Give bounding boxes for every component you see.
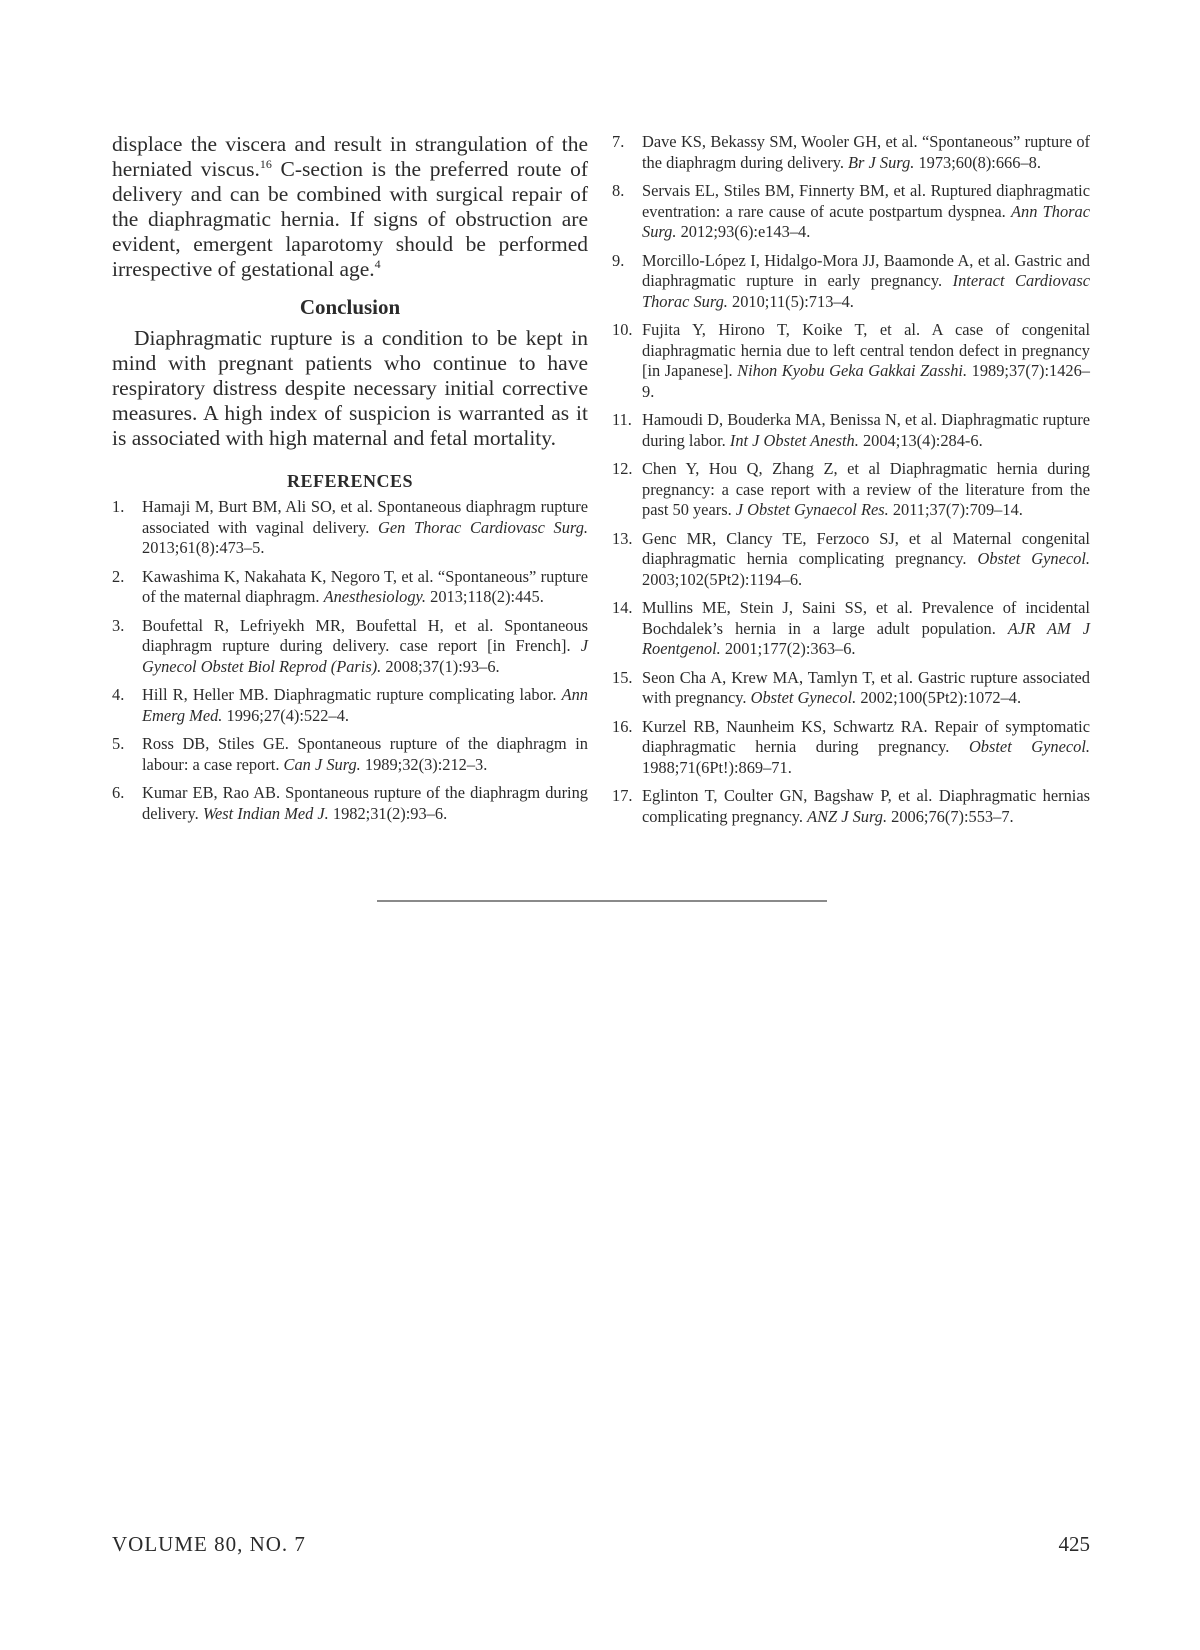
reference-item [112,616,588,678]
reference-citation: 2013;118(2):445. [426,587,544,606]
reference-number: 15. [612,667,633,687]
conclusion-heading: Conclusion [299,295,401,319]
reference-authors-title: Seon Cha A, Krew MA, Tamlyn T, et al. Gastric rupture associated with pregnancy. [642,667,1090,707]
reference-citation: 2002;100(5Pt2):1072–4. [856,688,1022,707]
reference-journal: West Indian Med J. [202,803,329,823]
reference-body [142,567,588,607]
reference-citation: 2010;11(5):713–4. [727,291,854,311]
reference-citation: 2012;93(6):e143–4. [676,222,811,241]
reference-citation: 1982;31(2):93–6. [328,803,448,823]
reference-body [642,786,1090,826]
reference-body [142,783,588,823]
citation-superscript: 4 [374,256,381,271]
reference-authors-title: Chen Y, Hou Q, Zhang Z, et al Diaphragmatic hernia during pregnancy: a case report with a review of the literature from the past 50 years. [642,459,1090,519]
reference-journal: Obstet Gynecol. [977,549,1090,568]
reference-journal: Br J Surg. [848,152,915,172]
reference-journal: Nihon Kyobu Geka Gakkai Zasshi. [737,361,968,380]
reference-citation: 1996;27(4):522–4. [222,705,349,725]
reference-number: 6. [112,783,125,802]
reference-item [612,320,1090,402]
intro-text-part2: C-section is the preferred route of delivery and can be combined with surgical repair of the diaphragmatic hernia. If signs of obstruction are evident, emergent laparotomy should be performed irrespective of gestational age. [112,157,588,281]
intro-paragraph [112,132,588,282]
reference-number: 8. [612,181,625,200]
reference-number: 14. [612,598,633,617]
reference-number: 11. [612,410,632,429]
reference-citation: 2013;61(8):473–5. [142,538,265,557]
right-column [612,132,1090,835]
reference-list-left [112,497,588,824]
reference-body [642,410,1090,450]
reference-journal: Interact Cardiovasc Thorac Surg. [642,271,1091,311]
reference-item [612,717,1090,779]
volume-label: VOLUME 80, NO. 7 [112,1532,306,1556]
reference-number: 1. [112,497,125,516]
reference-citation: 2004;13(4):284-6. [858,430,983,450]
reference-item [112,734,588,775]
section-divider [377,900,827,902]
reference-body [642,459,1090,519]
reference-authors-title: Mullins ME, Stein J, Saini SS, et al. Prevalence of incidental Bochdalek’s hernia in a large adult population. [642,598,1090,638]
reference-authors-title: Genc MR, Clancy TE, Ferzoco SJ, et al Maternal congenital diaphragmatic hernia complicating pregnancy. [642,528,1090,568]
reference-item [612,668,1090,709]
conclusion-paragraph: Diaphragmatic rupture is a condition to be kept in mind with pregnant patients who continue to have respiratory distress despite necessary initial corrective measures. A high index of suspicion is warranted as it is associated with high maternal and fetal mortality. [112,326,588,450]
reference-citation: 2008;37(1):93–6. [381,656,500,676]
reference-item [612,598,1090,660]
reference-item [612,251,1090,313]
reference-citation: 1989;37(7):1426–9. [642,361,1091,401]
reference-journal: J Obstet Gynaecol Res. [735,500,889,519]
reference-item [112,685,588,726]
reference-item [612,132,1090,173]
reference-number: 5. [112,734,125,753]
reference-authors-title: Dave KS, Bekassy SM, Wooler GH, et al. “Spontaneous” rupture of the diaphragm during delivery. [642,132,1090,172]
reference-body [142,616,588,676]
reference-citation: 1973;60(8):666–8. [914,152,1041,172]
reference-authors-title: Kurzel RB, Naunheim KS, Schwartz RA. Repair of symptomatic diaphragmatic hernia during pregnancy. [642,716,1090,756]
reference-authors-title: Hamaji M, Burt BM, Ali SO, et al. Spontaneous diaphragm rupture associated with vaginal delivery. [142,497,588,537]
reference-body [642,668,1090,708]
reference-body [142,685,588,725]
reference-number: 7. [612,132,625,151]
reference-item [612,181,1090,243]
reference-number: 4. [112,685,125,704]
reference-item [612,786,1090,827]
citation-superscript: 16 [259,156,272,171]
reference-journal: AJR AM J Roentgenol. [642,618,1091,658]
reference-body [642,132,1090,172]
reference-number: 3. [112,615,125,635]
reference-citation: 2011;37(7):709–14. [888,500,1023,519]
reference-authors-title: Kumar EB, Rao AB. Spontaneous rupture of the diaphragm during delivery. [142,783,588,823]
reference-item [612,410,1090,451]
reference-authors-title: Fujita Y, Hirono T, Koike T, et al. A case of congenital diaphragmatic hernia due to left central tendon defect in pregnancy [in Japanese]. [642,320,1090,380]
reference-body [142,734,588,774]
reference-number: 17. [612,786,633,805]
reference-journal: J Gynecol Obstet Biol Reprod (Paris). [142,636,588,676]
reference-authors-title: Boufettal R, Lefriyekh MR, Boufettal H, et al. Spontaneous diaphragm rupture during delivery. case report [in French]. [142,615,588,655]
reference-authors-title: Kawashima K, Nakahata K, Negoro T, et al. “Spontaneous” rupture of the maternal diaphragm. [142,566,588,606]
reference-authors-title: Eglinton T, Coulter GN, Bagshaw P, et al. Diaphragmatic hernias complicating pregnancy. [642,786,1090,826]
reference-journal: Gen Thorac Cardiovasc Surg. [378,517,588,537]
reference-journal: Ann Emerg Med. [142,685,588,725]
reference-authors-title: Hill R, Heller MB. Diaphragmatic rupture complicating labor. [142,685,562,704]
reference-journal: Obstet Gynecol. [750,688,857,707]
reference-authors-title: Servais EL, Stiles BM, Finnerty BM, et al. Ruptured diaphragmatic eventration: a rare cause of acute postpartum dyspnea. [642,181,1090,221]
left-column [112,132,588,832]
reference-authors-title: Hamoudi D, Bouderka MA, Benissa N, et al. Diaphragmatic rupture during labor. [642,410,1090,450]
reference-journal: Ann Thorac Surg. [642,201,1090,241]
reference-citation: 2003;102(5Pt2):1194–6. [642,569,803,589]
reference-citation: 2001;177(2):363–6. [720,639,856,658]
reference-authors-title: Morcillo-López I, Hidalgo-Mora JJ, Baamonde A, et al. Gastric and diaphragmatic rupture in early pregnancy. [642,250,1090,290]
reference-number: 12. [612,459,633,478]
page-number: 425 [1058,1532,1090,1556]
reference-list-right [612,132,1090,827]
reference-body [642,181,1090,241]
reference-body [642,717,1090,777]
references-heading: REFERENCES [286,471,414,491]
reference-number: 16. [612,716,633,736]
reference-number: 2. [112,566,125,586]
reference-item [112,497,588,559]
reference-journal: Can J Surg. [283,754,361,774]
reference-item [112,783,588,824]
reference-journal: Int J Obstet Anesth. [729,430,859,450]
reference-item [612,459,1090,521]
reference-authors-title: Ross DB, Stiles GE. Spontaneous rupture of the diaphragm in labour: a case report. [142,734,588,774]
reference-number: 9. [612,250,625,270]
reference-journal: Anesthesiology. [323,587,427,606]
reference-citation: 2006;76(7):553–7. [887,806,1014,826]
reference-citation: 1989;32(3):212–3. [360,754,488,774]
reference-number: 13. [612,528,633,548]
reference-item [612,529,1090,591]
reference-body [642,529,1090,589]
reference-citation: 1988;71(6Pt!):869–71. [642,757,792,777]
reference-body [642,251,1090,311]
intro-text-part1: displace the viscera and result in strangulation of the herniated viscus. [112,132,588,181]
reference-journal: ANZ J Surg. [807,806,888,826]
reference-number: 10. [612,320,633,339]
reference-journal: Obstet Gynecol. [968,737,1090,756]
reference-body [642,598,1090,658]
reference-body [142,497,588,557]
reference-body [642,320,1090,401]
reference-item [112,567,588,608]
